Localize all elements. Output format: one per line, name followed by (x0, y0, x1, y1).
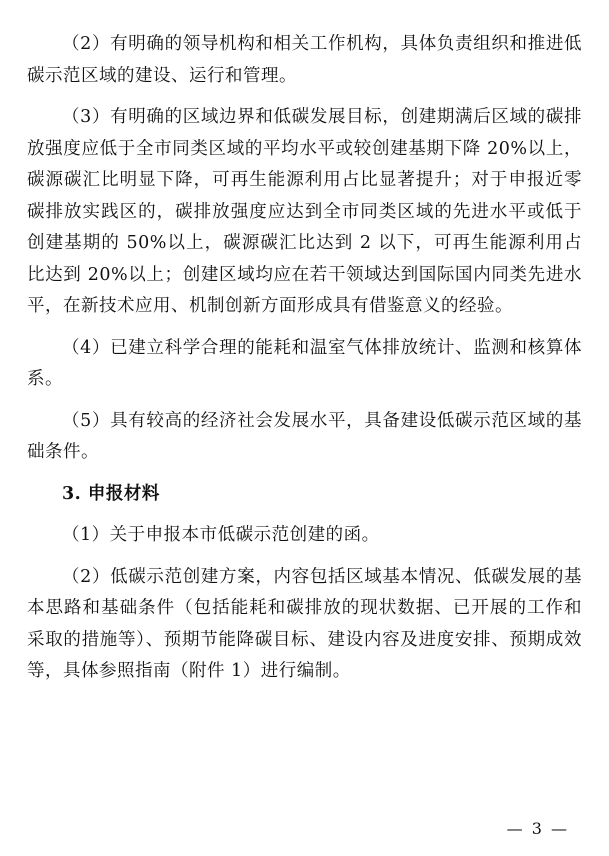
paragraph-material-2: （2）低碳示范创建方案，内容包括区域基本情况、低碳发展的基本思路和基础条件（包括能耗和碳排放的现状数据、已开展的工作和采取的措施等）、预期节能降碳目标、建设内容及进度安排、预期成效等，具体参照指南（附件 1）进行编制。 (27, 566, 582, 681)
section-heading: 3. 申报材料 (62, 483, 160, 504)
paragraph-requirement-3: （3）有明确的区域边界和低碳发展目标，创建期满后区域的碳排放强度应低于全市同类区域的平均水平或较创建基期下降 20%以上，碳源碳汇比明显下降，可再生能源利用占比显著提升；对于申报近零碳排放实践区的，碳排放强度应达到全市同类区域的先进水平或低于创建基期的 50%以上，碳源碳汇比达到 2 以下，可再生能源利用占比达到 20%以上；创建区域均应在若干领域达到国际国内同类先进水平，在新技术应用、机制创新方面形成具有借鉴意义的经验。 (27, 107, 582, 316)
document-page (27, 29, 582, 698)
page-number: — 3 — (506, 819, 569, 838)
paragraph-requirement-4: （4）已建立科学合理的能耗和温室气体排放统计、监测和核算体系。 (27, 337, 582, 389)
paragraph-material-1: （1）关于申报本市低碳示范创建的函。 (62, 525, 380, 545)
paragraph-requirement-5: （5）具有较高的经济社会发展水平，具备建设低碳示范区域的基础条件。 (27, 410, 582, 462)
paragraph-requirement-2: （2）有明确的领导机构和相关工作机构，具体负责组织和推进低碳示范区域的建设、运行和管理。 (27, 34, 582, 86)
